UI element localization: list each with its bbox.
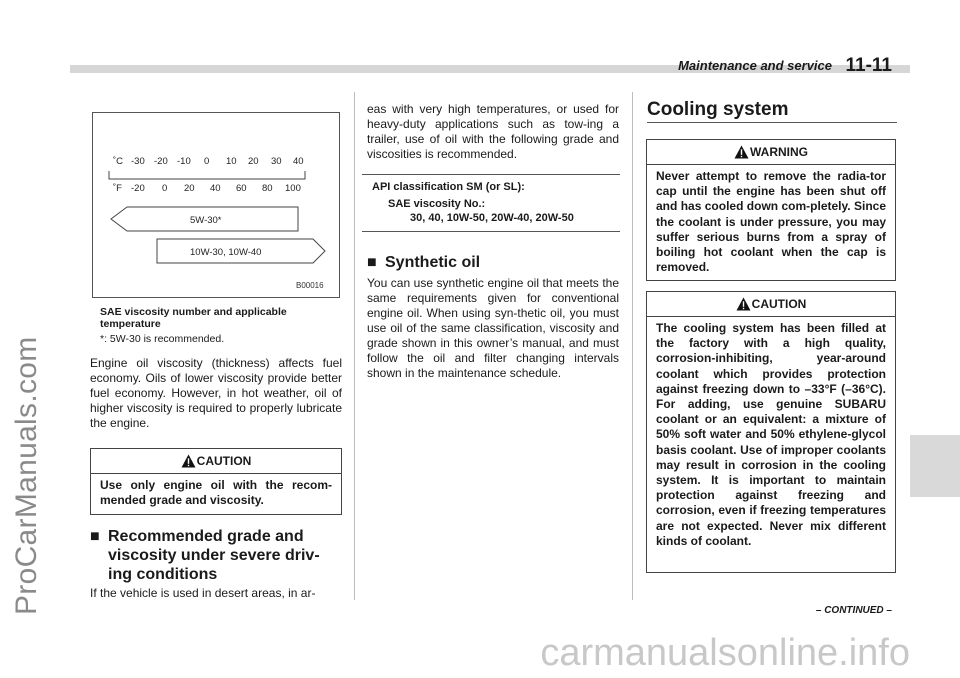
spec-bottom-rule — [362, 231, 620, 232]
sae-viscosity-values: 30, 40, 10W-50, 20W-40, 20W-50 — [410, 212, 574, 224]
coolant-caution-box — [646, 291, 896, 573]
severe-conditions-title: Recommended grade and viscosity under severe driv-ing conditions — [108, 528, 320, 583]
synthetic-oil-heading — [367, 253, 619, 272]
header-page-number: 11-11 — [845, 55, 892, 76]
severe-conditions-heading — [90, 527, 342, 584]
oil-caution-header — [91, 449, 341, 474]
grade-10w30-label: 10W-30, 10W-40 — [190, 247, 262, 258]
section-tab — [910, 435, 960, 497]
coolant-caution-header — [647, 292, 895, 317]
cooling-system-heading: Cooling system — [647, 99, 789, 120]
desert-paragraph: If the vehicle is used in desert areas, in ar- — [90, 586, 316, 600]
header-section-title: Maintenance and service — [678, 58, 832, 73]
celsius-tick: -10 — [177, 156, 191, 167]
synthetic-oil-paragraph: You can use synthetic engine oil that meets the same requirements given for conventional engine oil. When using syn-thetic oil, you must use oil of the same classification, viscosity and grade shown in this owner’s manual, and must follow the oil and filter changing intervals shown in the maintenance schedule. — [367, 276, 619, 380]
heavy-duty-paragraph: eas with very high temperatures, or used for heavy-duty applications such as tow-ing a trailer, use of oil with the following grade and viscosities is recommended. — [367, 102, 619, 161]
side-watermark: ProCarManuals.com — [10, 336, 43, 615]
fahrenheit-tick: 40 — [210, 183, 221, 194]
fahrenheit-tick: -20 — [131, 183, 145, 194]
figure-footnote: *: 5W-30 is recommended. — [100, 333, 225, 345]
fahrenheit-tick: 20 — [184, 183, 195, 194]
coolant-caution-text: The cooling system has been filled at the factory with a high quality, corrosion-inhibiting, year-around coolant which provides protection against freezing down to –33°F (–36°C). For adding, use genuine SUBARU coolant or an equivalent: a mixture of 50% soft water and 50% ethylene-glycol basis coolant. Use of improper coolants may result in corrosion in the cooling system. It is important to maintain protection against freezing and corrosion, even if freezing temperatures are not expected. Never mix different kinds of coolant. — [656, 321, 886, 548]
cooling-heading-rule — [647, 122, 897, 123]
sae-viscosity-label: SAE viscosity No.: — [388, 198, 486, 210]
fahrenheit-tick: 80 — [262, 183, 273, 194]
section-marker-icon: ■ — [367, 254, 377, 271]
section-marker-icon: ■ — [90, 528, 100, 545]
celsius-tick: 40 — [293, 156, 304, 167]
figure-caption: SAE viscosity number and applicable temperature — [100, 306, 287, 330]
celsius-tick: -30 — [131, 156, 145, 167]
celsius-label: ˚C — [113, 156, 124, 167]
column-divider-1 — [354, 92, 355, 600]
temperature-scale-bracket — [109, 171, 305, 179]
celsius-tick: 0 — [204, 156, 210, 167]
coolant-warning-title: WARNING — [750, 145, 808, 159]
api-classification: API classification SM (or SL): — [372, 181, 525, 193]
oil-caution-text: Use only engine oil with the recom-mended grade and viscosity. — [100, 478, 332, 508]
warning-triangle-icon — [734, 145, 749, 159]
warning-triangle-icon — [181, 454, 196, 468]
spec-top-rule — [362, 174, 620, 175]
warning-triangle-icon — [736, 297, 751, 311]
column-divider-2 — [632, 92, 633, 600]
synthetic-oil-title: Synthetic oil — [385, 254, 481, 271]
celsius-tick: -20 — [154, 156, 168, 167]
bottom-watermark: carmanualsonline.info — [540, 632, 910, 674]
celsius-tick: 20 — [248, 156, 259, 167]
figure-code: B00016 — [296, 281, 324, 290]
oil-caution-box — [90, 448, 342, 515]
fahrenheit-tick: 100 — [285, 183, 301, 194]
grade-5w30-label: 5W-30* — [190, 215, 222, 226]
celsius-tick: 30 — [271, 156, 282, 167]
fahrenheit-tick: 0 — [162, 183, 168, 194]
oil-caution-title: CAUTION — [196, 454, 252, 468]
coolant-warning-text: Never attempt to remove the radia-tor cap until the engine has been shut off and has cooled down com-pletely. Since the coolant is under pressure, you may suffer serious burns from a spray of boiling hot coolant when the cap is removed. — [656, 169, 886, 275]
celsius-tick: 10 — [226, 156, 237, 167]
fahrenheit-tick: 60 — [236, 183, 247, 194]
viscosity-paragraph: Engine oil viscosity (thickness) affects fuel economy. Oils of lower viscosity provide better fuel economy. However, in hot weather, oil of higher viscosity is required to properly lubricate the engine. — [90, 356, 342, 430]
coolant-caution-title: CAUTION — [751, 297, 807, 311]
viscosity-chart — [92, 112, 340, 298]
continued-label: – CONTINUED – — [815, 605, 892, 616]
coolant-warning-box — [646, 139, 896, 281]
coolant-warning-header — [647, 140, 895, 165]
fahrenheit-label: ˚F — [113, 183, 122, 194]
viscosity-chart-graphic — [93, 113, 341, 299]
